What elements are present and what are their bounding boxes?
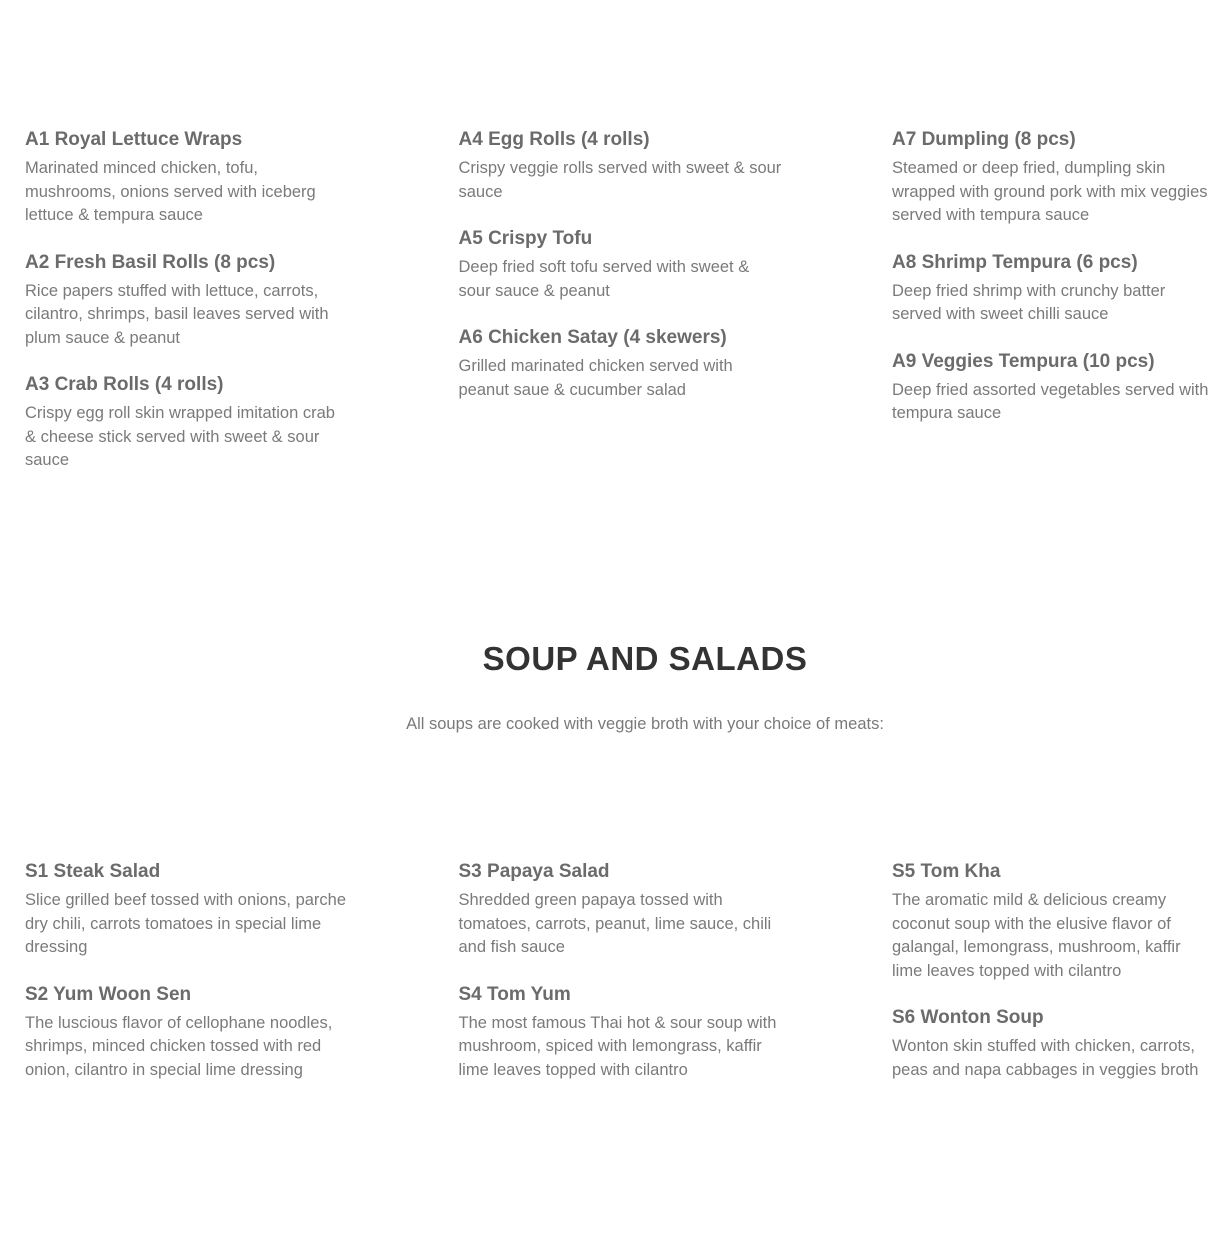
menu-item-description: Wonton skin stuffed with chicken, carrots, peas and napa cabbages in veggies broth bbox=[892, 1037, 1199, 1079]
appetizers-section bbox=[25, 128, 1210, 496]
menu-item bbox=[25, 251, 350, 351]
menu-item-title: A7 Dumpling (8 pcs) bbox=[892, 129, 1076, 150]
menu-item-title: S4 Tom Yum bbox=[458, 983, 571, 1005]
menu-item-title: S2 Yum Woon Sen bbox=[25, 983, 192, 1005]
menu-item-title: A5 Crispy Tofu bbox=[458, 228, 593, 249]
menu-item bbox=[459, 128, 784, 204]
menu-item bbox=[25, 983, 350, 1083]
menu-item bbox=[892, 251, 1210, 327]
soups-section bbox=[25, 860, 1210, 1105]
menu-item bbox=[25, 128, 350, 228]
menu-column bbox=[459, 128, 784, 496]
menu-item-title: A1 Royal Lettuce Wraps bbox=[25, 129, 243, 150]
menu-item-title: A4 Egg Rolls (4 rolls) bbox=[458, 129, 650, 150]
menu-item bbox=[459, 326, 784, 402]
menu-item-description: Grilled marinated chicken served with peanut saue & cucumber salad bbox=[458, 357, 733, 399]
menu-item-description: Deep fried shrimp with crunchy batter served with sweet chilli sauce bbox=[892, 281, 1166, 323]
menu-item-description: Deep fried soft tofu served with sweet & sour sauce & peanut bbox=[458, 258, 750, 300]
menu-item-description: The aromatic mild & delicious creamy coconut soup with the elusive flavor of galangal, lemongrass, mushroom, kaffir lime leaves topped with cilantro bbox=[892, 891, 1181, 980]
menu-item bbox=[25, 373, 350, 473]
menu-item bbox=[459, 983, 784, 1083]
section-heading: SOUP AND SALADS bbox=[482, 640, 808, 677]
menu-item-title: A2 Fresh Basil Rolls (8 pcs) bbox=[25, 251, 276, 273]
menu-item bbox=[25, 860, 350, 960]
menu-column bbox=[25, 860, 350, 1105]
menu-item-title: S1 Steak Salad bbox=[25, 861, 161, 882]
menu-item-description: Steamed or deep fried, dumpling skin wrapped with ground pork with mix veggies served with tempura sauce bbox=[892, 159, 1208, 224]
menu-item bbox=[892, 860, 1210, 983]
menu-item-description: Rice papers stuffed with lettuce, carrots, cilantro, shrimps, basil leaves served with plum sauce & peanut bbox=[25, 281, 329, 347]
menu-item-title: S3 Papaya Salad bbox=[458, 861, 610, 882]
menu-item-description: Marinated minced chicken, tofu, mushrooms, onions served with iceberg lettuce & tempura sauce bbox=[25, 159, 316, 224]
menu-item-title: S6 Wonton Soup bbox=[892, 1007, 1044, 1028]
menu-item-title: A9 Veggies Tempura (10 pcs) bbox=[892, 350, 1155, 372]
menu-item bbox=[459, 227, 784, 303]
menu-item bbox=[892, 1006, 1210, 1082]
menu-item-description: Shredded green papaya tossed with tomatoes, carrots, peanut, lime sauce, chili and fish sauce bbox=[458, 891, 772, 956]
menu-item-title: S5 Tom Kha bbox=[892, 861, 1001, 882]
menu-item bbox=[459, 860, 784, 960]
menu-item-description: The luscious flavor of cellophane noodles, shrimps, minced chicken tossed with red onion, cilantro in special lime dressing bbox=[25, 1013, 333, 1079]
menu-item bbox=[892, 128, 1210, 228]
menu-item bbox=[892, 350, 1210, 426]
menu-item-title: A6 Chicken Satay (4 skewers) bbox=[458, 327, 727, 348]
menu-column bbox=[892, 860, 1210, 1105]
section-subheading: All soups are cooked with veggie broth with your choice of meats: bbox=[406, 715, 884, 733]
menu-item-description: The most famous Thai hot & sour soup with mushroom, spiced with lemongrass, kaffir lime leaves topped with cilantro bbox=[458, 1013, 777, 1079]
menu-item-title: A3 Crab Rolls (4 rolls) bbox=[25, 374, 224, 395]
menu-item-description: Deep fried assorted vegetables served with tempura sauce bbox=[892, 380, 1209, 422]
menu-item-description: Crispy veggie rolls served with sweet & sour sauce bbox=[458, 159, 782, 201]
menu-column bbox=[25, 128, 350, 496]
menu-column bbox=[892, 128, 1210, 496]
menu-item-title: A8 Shrimp Tempura (6 pcs) bbox=[892, 251, 1138, 273]
menu-column bbox=[459, 860, 784, 1105]
menu-item-description: Slice grilled beef tossed with onions, parche dry chili, carrots tomatoes in special lime dressing bbox=[25, 891, 347, 956]
menu-item-description: Crispy egg roll skin wrapped imitation crab & cheese stick served with sweet & sour sauce bbox=[25, 404, 335, 469]
